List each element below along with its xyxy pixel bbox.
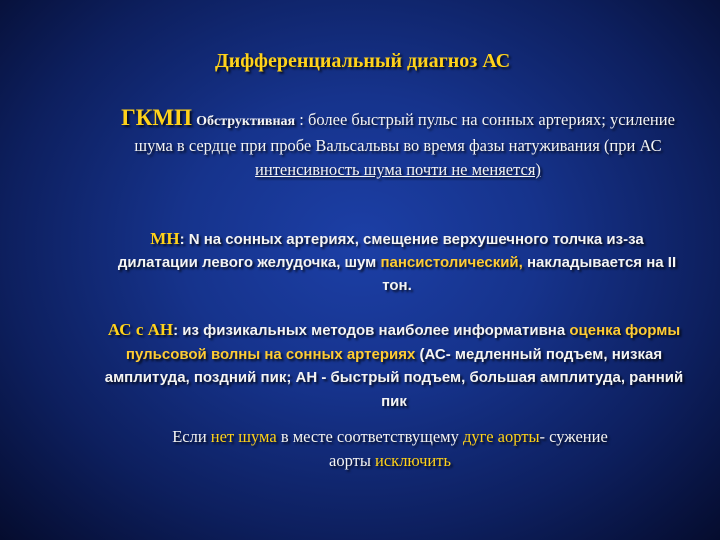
as-an-label: АС с АН — [107, 320, 174, 339]
conclusion-aortic-arch: дуге аорты — [463, 427, 540, 446]
as-an-highlight: оценка формы пульсовой волны на сонных артериях — [125, 322, 681, 363]
mn-tail: накладывается на II тон. — [382, 254, 677, 294]
mn-text: : N на сонных артериях, смещение верхушечного толчка из-за дилатации левого желудочка, шум — [117, 231, 644, 271]
gkmp-text: более быстрый пульс на сонных артериях; усиление шума в сердце при пробе Вальсальвы во время фазы натуживания (при АС — [134, 110, 675, 155]
conclusion-part-5: - сужение аорты — [329, 427, 608, 470]
gkmp-colon: : — [295, 110, 308, 129]
as-an-tail: (АС- медленный подъем, низкая амплитуда, поздний пик; АН - быстрый подъем, большая амплитуда, ранний пик — [104, 345, 684, 410]
conclusion-no-murmur: нет шума — [210, 427, 277, 446]
as-an-text: : из физикальных методов наиболее информативна — [173, 322, 566, 339]
conclusion-exclude: исключить — [375, 451, 451, 470]
as-an-paragraph — [104, 318, 684, 413]
mn-label: МН — [150, 229, 180, 248]
slide-title: Дифференциальный диагноз АС — [215, 50, 511, 72]
conclusion-part-1: Если — [172, 427, 211, 446]
gkmp-paragraph — [112, 106, 684, 182]
mn-highlight: пансистолический, — [380, 254, 523, 271]
conclusion-paragraph — [150, 425, 630, 473]
mn-paragraph — [110, 227, 684, 297]
gkmp-subtype: Обструктивная — [196, 114, 296, 129]
gkmp-label: ГКМП — [121, 105, 193, 130]
conclusion-part-3: в месте соответствущему — [276, 427, 463, 446]
gkmp-underlined-text: интенсивность шума почти не меняется) — [255, 160, 541, 179]
